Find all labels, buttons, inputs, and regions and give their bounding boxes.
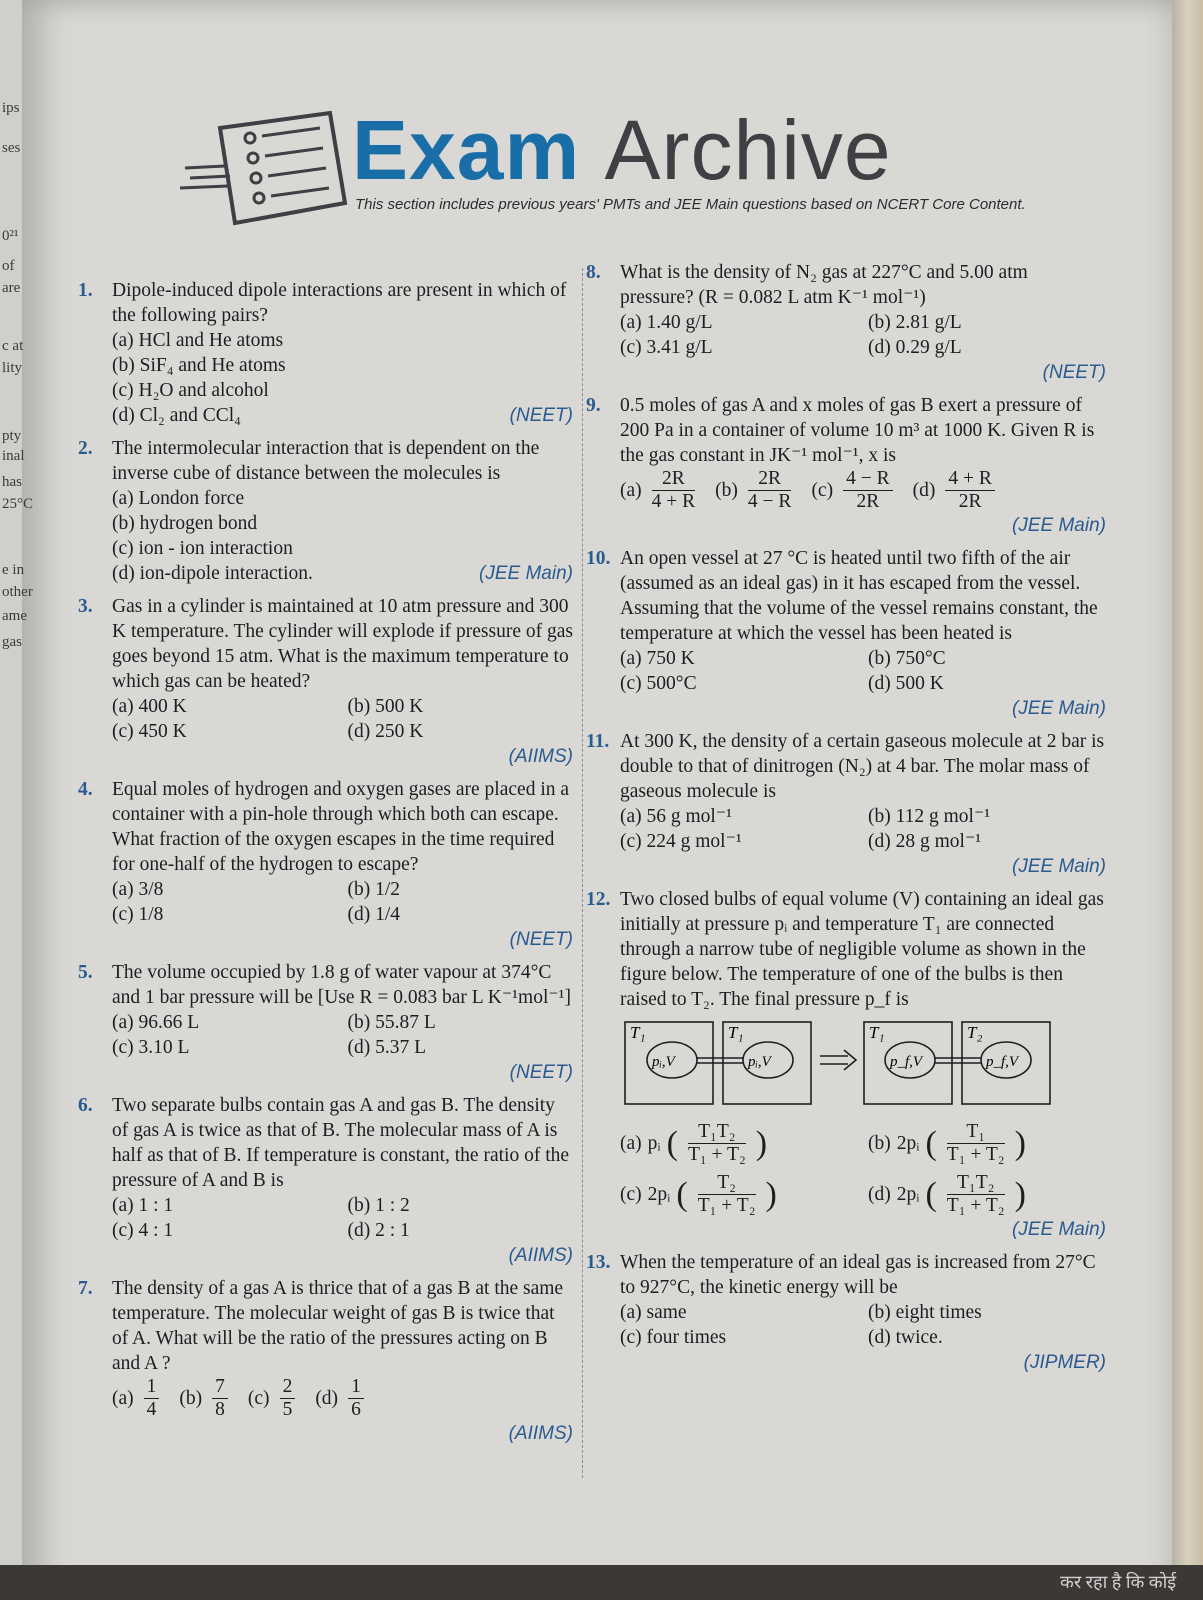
options xyxy=(620,804,1106,854)
paren-close: ) xyxy=(1014,1125,1026,1162)
option: (a) 1 : 1 xyxy=(112,1195,174,1216)
option xyxy=(112,1376,163,1421)
page-subtitle: This section includes previous years' PMTs and JEE Main questions based on NCERT Core Content. xyxy=(355,196,1026,213)
option-text: (a) HCl and He atoms xyxy=(112,330,284,351)
bulb-label: p_f,V xyxy=(890,1054,923,1070)
option: (d) 28 g mol⁻¹ xyxy=(868,831,982,852)
options xyxy=(112,1193,573,1243)
question-number: 7. xyxy=(78,1278,93,1299)
question-number: 11. xyxy=(586,731,610,752)
question-number: 13. xyxy=(586,1252,611,1273)
column-divider xyxy=(582,268,583,1478)
option: (b) 112 g mol⁻¹ xyxy=(868,806,991,827)
fraction-denominator: 4 xyxy=(146,1399,157,1420)
option-label: (c) xyxy=(811,480,834,501)
left-column xyxy=(78,278,573,1454)
fraction-options xyxy=(112,1376,573,1421)
bulb-label: pᵢ,V xyxy=(652,1054,675,1070)
option-label: (b) xyxy=(715,480,738,501)
question-number: 9. xyxy=(586,395,601,416)
edge-fragment: 25°C xyxy=(2,496,34,512)
option xyxy=(112,486,573,511)
options xyxy=(112,1010,573,1060)
option: (d) 2 : 1 xyxy=(347,1220,410,1241)
option: (d) 5.37 L xyxy=(347,1037,427,1058)
question-7 xyxy=(78,1276,573,1446)
option: (c) 1/8 xyxy=(112,904,164,925)
option: (c) 224 g mol⁻¹ xyxy=(620,831,742,852)
option xyxy=(112,403,573,428)
source-tag: (AIIMS) xyxy=(508,1245,573,1266)
option-prefix: pᵢ xyxy=(647,1133,661,1154)
fraction xyxy=(688,1121,746,1166)
question-number: 4. xyxy=(78,779,93,800)
edge-fragment: has xyxy=(2,474,22,490)
question-text: The volume occupied by 1.8 g of water vapour at 374°C and 1 bar pressure will be [Use R = 0.083 bar L K⁻¹mol⁻¹] xyxy=(112,962,571,1008)
option: (a) same xyxy=(620,1302,687,1323)
question-text: 0.5 moles of gas A and x moles of gas B exert a pressure of 200 Pa in a container of volume 10 m³ at 1000 K. Given R is the gas constant in JK⁻¹ mol⁻¹, x is xyxy=(620,395,1095,466)
option: (d) 250 K xyxy=(347,721,424,742)
option: (b) 500 K xyxy=(347,696,424,717)
edge-fragment: ame xyxy=(2,608,27,624)
option-label: (d) xyxy=(315,1388,339,1409)
arrow-icon xyxy=(820,1050,856,1070)
edge-fragment: e in xyxy=(2,562,25,578)
source-tag: (JEE Main) xyxy=(1012,698,1106,719)
option-label: (a) xyxy=(620,1133,642,1154)
options xyxy=(112,694,573,744)
option: (a) 3/8 xyxy=(112,879,164,900)
fraction-denominator: T₁ + T₂ xyxy=(946,1144,1005,1165)
option-prefix: 2pᵢ xyxy=(647,1184,671,1205)
option: (c) 3.10 L xyxy=(112,1037,190,1058)
option xyxy=(315,1376,368,1421)
fraction xyxy=(280,1376,296,1421)
option xyxy=(620,1172,858,1217)
option: (b) 55.87 L xyxy=(347,1012,436,1033)
option xyxy=(868,1121,1106,1166)
options xyxy=(620,1121,1106,1217)
fraction-denominator: 2R xyxy=(958,491,982,512)
fraction-denominator: 8 xyxy=(215,1399,225,1420)
source-tag: (NEET) xyxy=(509,1062,573,1083)
fraction xyxy=(945,468,995,513)
question-text: The intermolecular interaction that is dependent on the inverse cube of distance between the molecules is xyxy=(112,438,540,484)
option: (b) 2.81 g/L xyxy=(868,312,962,333)
options xyxy=(112,486,573,586)
option xyxy=(112,511,573,536)
options xyxy=(112,877,573,927)
fraction-denominator: 2R xyxy=(856,491,880,512)
question-number: 8. xyxy=(586,262,601,283)
fraction-denominator: 4 − R xyxy=(747,491,792,512)
option-text: (b) SiF₄ and He atoms xyxy=(112,355,286,376)
fraction-numerator: 4 + R xyxy=(945,468,995,491)
fraction-numerator: 4 − R xyxy=(843,468,893,491)
question-text: At 300 K, the density of a certain gaseous molecule at 2 bar is double to that of dinitrogen (N₂) at 4 bar. The molar mass of gaseous molecule is xyxy=(620,731,1105,802)
source-tag: (JEE Main) xyxy=(1012,1219,1106,1240)
question-text: An open vessel at 27 °C is heated until two fifth of the air (assumed as an ideal gas) in it has escaped from the vessel. Assuming that the volume of the vessel remains constant, the temperature at which the vessel has been heated is xyxy=(620,548,1098,644)
option-label: (a) xyxy=(112,1388,134,1409)
option: (d) 500 K xyxy=(868,673,944,694)
fraction-numerator: 1 xyxy=(348,1376,364,1399)
option: (c) 500°C xyxy=(620,673,697,694)
question-9 xyxy=(586,393,1106,538)
option xyxy=(112,328,573,353)
option xyxy=(112,378,573,403)
edge-fragment: lity xyxy=(2,360,23,376)
fraction xyxy=(748,468,792,513)
question-text: Dipole-induced dipole interactions are present in which of the following pairs? xyxy=(112,280,567,326)
option xyxy=(868,1172,1106,1217)
option: (d) 1/4 xyxy=(347,904,401,925)
edge-fragment: inal xyxy=(2,448,25,464)
question-2 xyxy=(78,436,573,586)
option xyxy=(811,468,896,513)
option: (c) four times xyxy=(620,1327,727,1348)
option: (a) 1.40 g/L xyxy=(620,312,713,333)
fraction-numerator: T₁T₂ xyxy=(688,1121,746,1144)
option-text: (b) hydrogen bond xyxy=(112,513,258,534)
fraction-numerator: 2R xyxy=(652,468,696,491)
option: (a) 56 g mol⁻¹ xyxy=(620,806,732,827)
question-8 xyxy=(586,260,1106,385)
source-tag: (JIPMER) xyxy=(1023,1352,1106,1373)
fraction-denominator: 4 + R xyxy=(651,491,696,512)
question-text: Two separate bulbs contain gas A and gas B. The density of gas A is twice as that of B. The molecular mass of A is half as that of B. If temperature is constant, the ratio of the pressure of A and B is xyxy=(112,1095,570,1191)
option: (a) 96.66 L xyxy=(112,1012,200,1033)
question-number: 3. xyxy=(78,596,93,617)
option-text: (a) London force xyxy=(112,488,245,509)
options xyxy=(620,1300,1106,1350)
option: (b) eight times xyxy=(868,1302,982,1323)
option xyxy=(112,561,573,586)
edge-fragment: ses xyxy=(2,140,21,156)
question-3 xyxy=(78,594,573,769)
edge-fragment: pty xyxy=(2,428,22,444)
paren-close: ) xyxy=(755,1125,768,1162)
source-tag: (JEE Main) xyxy=(1012,515,1106,536)
fraction-options xyxy=(620,468,1106,513)
paren-open: ( xyxy=(925,1125,937,1162)
fraction-denominator: T₁ + T₂ xyxy=(697,1195,756,1216)
option-label: (c) xyxy=(620,1184,642,1205)
bottom-shadow xyxy=(0,1565,1203,1600)
edge-fragment: other xyxy=(2,584,33,600)
option-prefix: 2pᵢ xyxy=(896,1133,920,1154)
paren-open: ( xyxy=(925,1176,937,1213)
option-prefix: 2pᵢ xyxy=(896,1184,920,1205)
option: (d) 0.29 g/L xyxy=(868,337,962,358)
temp-label: T₁ xyxy=(728,1023,744,1042)
fraction xyxy=(698,1172,756,1217)
question-6 xyxy=(78,1093,573,1268)
option-label: (d) xyxy=(912,480,936,501)
edge-fragment: gas xyxy=(2,634,22,650)
temp-label: T₁ xyxy=(869,1023,885,1042)
question-1 xyxy=(78,278,573,428)
paren-close: ) xyxy=(1014,1176,1026,1213)
question-number: 12. xyxy=(586,889,611,910)
fraction-denominator: 6 xyxy=(351,1399,361,1420)
title-word-exam: Exam xyxy=(352,103,581,197)
question-number: 2. xyxy=(78,438,93,459)
option-text: (c) H₂O and alcohol xyxy=(112,380,269,401)
question-12 xyxy=(586,887,1106,1242)
right-column xyxy=(586,260,1106,1383)
question-4 xyxy=(78,777,573,952)
question-number: 6. xyxy=(78,1095,93,1116)
fraction xyxy=(843,468,893,513)
fraction xyxy=(652,468,696,513)
source-tag: (JEE Main) xyxy=(479,563,573,584)
paren-open: ( xyxy=(676,1176,688,1213)
option-label: (b) xyxy=(868,1133,891,1154)
fraction-denominator: T₁ + T₂ xyxy=(687,1144,746,1165)
edge-fragment: are xyxy=(2,280,21,296)
question-number: 1. xyxy=(78,280,93,301)
fraction xyxy=(348,1376,364,1421)
question-text: Two closed bulbs of equal volume (V) containing an ideal gas initially at pressure pᵢ and temperature T₁ are connected through a narrow tube of negligible volume as shown in the figure below. The temperature of one of the bulbs is then raised to T₂. The final pressure p_f is xyxy=(620,889,1104,1010)
question-5 xyxy=(78,960,573,1085)
title-word-archive: Archive xyxy=(604,103,892,197)
option xyxy=(913,468,999,513)
bottom-right-text: कर रहा है कि कोई xyxy=(1060,1572,1177,1592)
page-title xyxy=(352,102,892,198)
bulb-label: pᵢ,V xyxy=(748,1054,771,1070)
source-tag: (NEET) xyxy=(1042,362,1106,383)
edge-fragment: c at xyxy=(2,338,24,354)
option: (c) 450 K xyxy=(112,721,187,742)
fraction-numerator: T₁T₂ xyxy=(947,1172,1005,1195)
source-tag: (AIIMS) xyxy=(508,1423,573,1444)
two-bulb-diagram xyxy=(620,1018,1060,1110)
fraction xyxy=(144,1376,160,1421)
question-text: When the temperature of an ideal gas is increased from 27°C to 927°C, the kinetic energy will be xyxy=(620,1252,1096,1298)
question-text: What is the density of N₂ gas at 227°C and 5.00 atm pressure? (R = 0.082 L atm K⁻¹ mol⁻¹) xyxy=(620,262,1028,308)
question-number: 5. xyxy=(78,962,93,983)
option xyxy=(112,353,573,378)
document-list-icon xyxy=(180,108,350,228)
option: (c) 4 : 1 xyxy=(112,1220,174,1241)
option-label: (b) xyxy=(179,1388,203,1409)
question-text: Gas in a cylinder is maintained at 10 atm pressure and 300 K temperature. The cylinder will explode if pressure of gas goes beyond 15 atm. What is the maximum temperature to which gas can be heated? xyxy=(112,596,573,692)
option-label: (d) xyxy=(868,1184,891,1205)
option: (a) 400 K xyxy=(112,696,187,717)
source-tag: (AIIMS) xyxy=(508,746,573,767)
options xyxy=(620,310,1106,360)
option xyxy=(112,536,573,561)
question-11 xyxy=(586,729,1106,879)
question-text: Equal moles of hydrogen and oxygen gases are placed in a container with a pin-hole through which both can escape. What fraction of the oxygen escapes in the time required for one-half of the hydrogen to escape? xyxy=(112,779,570,875)
option xyxy=(620,468,699,513)
option-text: (d) ion-dipole interaction. xyxy=(112,563,313,584)
option-text: (c) ion - ion interaction xyxy=(112,538,293,559)
temp-label: T₁ xyxy=(630,1023,646,1042)
option xyxy=(715,468,795,513)
fraction xyxy=(947,1121,1005,1166)
fraction-numerator: T₁ xyxy=(947,1121,1005,1144)
option: (a) 750 K xyxy=(620,648,695,669)
fraction-numerator: 2R xyxy=(748,468,792,491)
option xyxy=(620,1121,858,1166)
source-tag: (JEE Main) xyxy=(1012,856,1106,877)
fraction xyxy=(212,1376,228,1421)
question-number: 10. xyxy=(586,548,611,569)
paren-open: ( xyxy=(666,1125,678,1162)
fraction-denominator: 5 xyxy=(282,1399,293,1420)
option: (d) twice. xyxy=(868,1327,943,1348)
fraction xyxy=(947,1172,1005,1217)
question-13 xyxy=(586,1250,1106,1375)
option: (b) 1 : 2 xyxy=(347,1195,410,1216)
source-tag: (NEET) xyxy=(509,929,573,950)
options xyxy=(620,646,1106,696)
fraction-numerator: T₂ xyxy=(698,1172,756,1195)
option: (c) 3.41 g/L xyxy=(620,337,713,358)
options xyxy=(112,328,573,428)
paren-close: ) xyxy=(765,1176,777,1213)
option xyxy=(179,1376,232,1421)
option-label: (c) xyxy=(247,1388,270,1409)
bulb-label: p_f,V xyxy=(986,1054,1019,1070)
option: (b) 1/2 xyxy=(347,879,401,900)
question-text: The density of a gas A is thrice that of a gas B at the same temperature. The molecular weight of gas B is twice that of A. What will be the ratio of the pressures acting on B and A ? xyxy=(112,1278,564,1374)
option-label: (a) xyxy=(620,480,642,501)
fraction-denominator: T₁ + T₂ xyxy=(946,1195,1005,1216)
source-tag: (NEET) xyxy=(509,405,573,426)
fraction-numerator: 2 xyxy=(280,1376,296,1399)
edge-fragment: ips xyxy=(2,100,20,116)
temp-label: T₂ xyxy=(967,1023,983,1042)
edge-fragment: 0²¹ xyxy=(2,228,19,244)
edge-fragment: of xyxy=(2,258,15,274)
option xyxy=(248,1376,299,1421)
page-stack-edge xyxy=(1172,0,1203,1600)
option-text: (d) Cl₂ and CCl₄ xyxy=(112,405,241,426)
question-10 xyxy=(586,546,1106,721)
fraction-numerator: 7 xyxy=(212,1376,228,1399)
option: (b) 750°C xyxy=(868,648,946,669)
fraction-numerator: 1 xyxy=(144,1376,160,1399)
